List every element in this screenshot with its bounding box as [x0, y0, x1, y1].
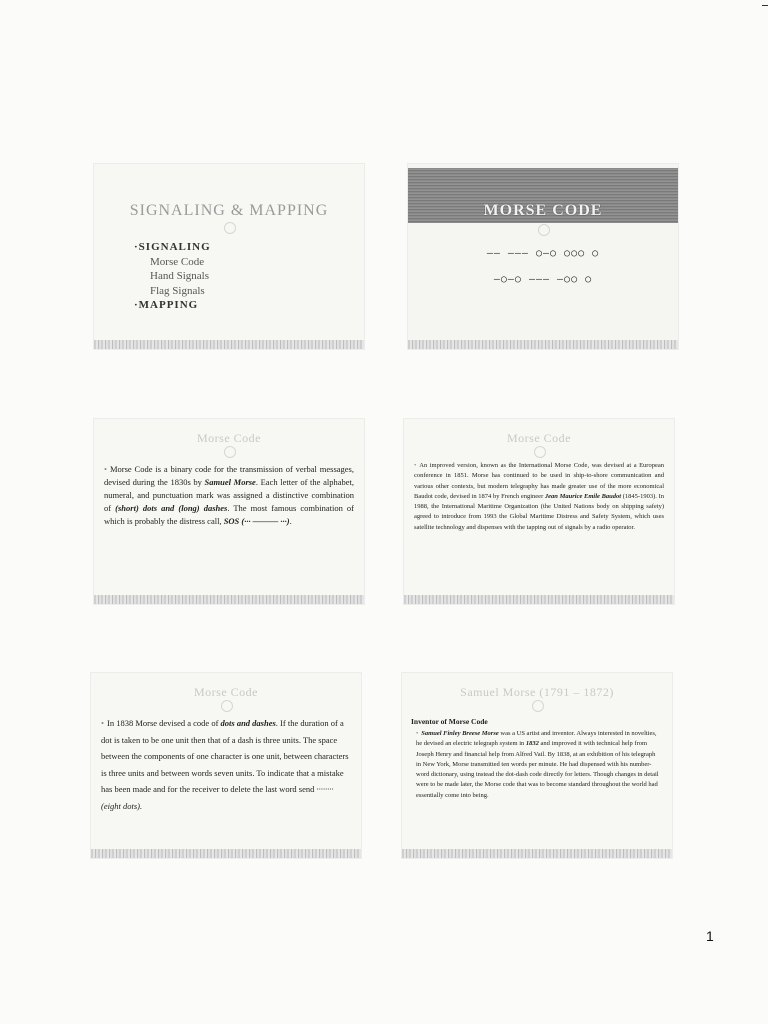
body-text: An improved version, known as the International Morse Code, was devised at a European conference in 1851. Morse has continued to be used in ship-to-shore communication and various other contexts, but modern telegraphy has made greater use of the more economical Baudot code, devised in 1874 by French engineer: [414, 462, 664, 500]
decorative-circle-icon: [224, 222, 236, 234]
topic-item: Hand Signals: [150, 270, 209, 282]
decorative-circle-icon: [534, 446, 546, 458]
slide-title: MORSE CODE: [483, 202, 603, 219]
slide-title: SIGNALING & MAPPING: [129, 202, 329, 219]
scan-band: [402, 849, 672, 858]
body-text: (1845-1903). In 1988, the International Maritime Organization (the United Nations body on shipping safety) agreed to introduce from 1993 the Global Maritime Distress and Safety System, which uses satellite technology and dispenses with the tapping out of signals by a radio operator.: [414, 492, 664, 531]
slide-title: Samuel Morse (1791 – 1872): [460, 685, 614, 699]
body-text: Morse Code is a binary code for the transmission of verbal messages, devised during the 1830s by: [104, 464, 354, 487]
body-text: .: [289, 516, 292, 526]
slide-title: Morse Code: [194, 685, 258, 699]
key-term: dots and dashes: [220, 718, 276, 728]
slide-signaling-mapping: [93, 163, 365, 350]
scan-band: [94, 340, 364, 349]
bullet-icon: •: [104, 464, 107, 474]
key-term: (short) dots and (long) dashes: [115, 503, 228, 513]
slide-morse-code-intro: [93, 418, 365, 605]
slide-samuel-morse: [401, 672, 673, 859]
eight-dots: ········: [316, 784, 334, 794]
bullet-icon: •: [416, 730, 419, 737]
body-text: was a US artist and inventor. Always interested in novelties, he devised an electric telegraph system in: [416, 730, 657, 748]
slide-title: Morse Code: [197, 431, 261, 445]
scan-band: [91, 849, 361, 858]
slide-morse-code-history: [403, 418, 675, 605]
person-name: Samuel Finley Breese Morse: [421, 730, 499, 737]
decorative-circle-icon: [224, 446, 236, 458]
body-text: and improved it with technical help from Joseph Henry and financial help from Alfred Vail. By 1838, at an exhibition of his telegraph in New York, Morse transmitted ten words per minute. He had dispensed with his number-word dictionary, using instead the dot-dash code directly for letters. Though changes in detail were to be made later, the Morse code that was to become standard throughout the world had essentially come into being.: [416, 740, 659, 799]
year: 1832: [525, 740, 539, 748]
topic-heading: ·MAPPING: [134, 299, 199, 311]
bullet-icon: •: [414, 462, 417, 469]
decorative-circle-icon: [221, 700, 233, 712]
bullet-icon: •: [101, 718, 104, 728]
morse-line: —— ——— ○—○ ○○○ ○: [486, 248, 600, 259]
slide-body: [101, 715, 351, 814]
slide-body: [414, 461, 664, 533]
slide-title: Morse Code: [507, 431, 571, 445]
page-edge-mark: [762, 5, 768, 6]
body-text: . The most famous combination of which is probably the distress call,: [104, 503, 354, 526]
scan-band: [404, 595, 674, 604]
slide-morse-code-title: [407, 163, 679, 350]
topic-heading: ·SIGNALING: [134, 241, 211, 253]
slide-morse-code-timing: [90, 672, 362, 859]
key-term: (eight dots).: [101, 800, 143, 811]
slide-body: [104, 463, 354, 528]
body-text: . Each letter of the alphabet, numeral, and punctuation mark was assigned a distinctive combination of: [104, 477, 354, 513]
person-name: Samuel Morse: [204, 477, 256, 487]
topic-item: Flag Signals: [150, 284, 205, 297]
page-number: 1: [706, 928, 714, 944]
body-text: In 1838 Morse devised a code of: [106, 718, 221, 728]
person-name: Jean Maurice Emile Baudot: [544, 492, 622, 500]
decorative-circle-icon: [538, 224, 550, 236]
scan-band: [408, 340, 678, 349]
topic-item: Morse Code: [150, 255, 205, 268]
scan-band: [94, 595, 364, 604]
morse-line: —○—○ ——— —○○ ○: [493, 274, 593, 285]
body-text: . If the duration of a dot is taken to be one unit then that of a dash is three units. The space between the components of one character is one unit, between characters is three units and between words seven units. To indicate that a mistake has been made and for the receiver to delete the last word send: [101, 718, 349, 794]
topic-list: [134, 240, 211, 313]
sos-code: SOS (··· ——— ···): [223, 516, 290, 526]
slide-subheading: Inventor of Morse Code: [411, 717, 488, 726]
decorative-circle-icon: [532, 700, 544, 712]
slide-body: [416, 729, 662, 801]
